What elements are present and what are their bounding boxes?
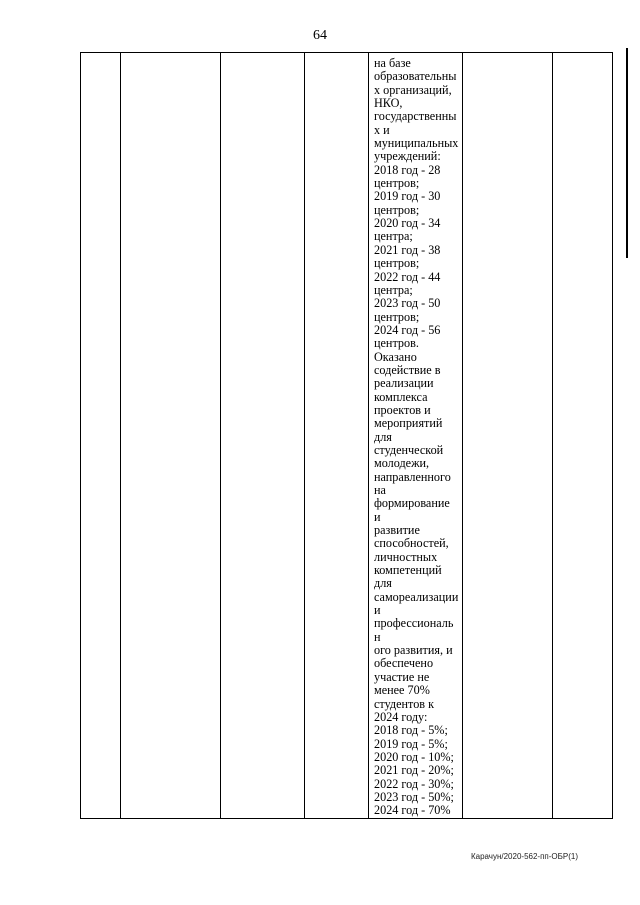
page-number: 64 [313, 28, 327, 43]
table-cell-2 [121, 53, 221, 819]
document-table [80, 52, 613, 819]
table-cell-3 [221, 53, 305, 819]
table-cell-1 [81, 53, 121, 819]
table-cell-4 [305, 53, 369, 819]
table-cell-results [369, 53, 463, 819]
table-cell-6 [463, 53, 553, 819]
document-code: Карачун/2020-562-пп-ОБР(1) [470, 852, 578, 861]
table-row [81, 53, 613, 819]
table-cell-7 [553, 53, 613, 819]
results-text: на базе образовательны х организаций, НКО, государственны х и муниципальных учреждений: 2018 год - 28 центров; 2019 год - 30 центров; 2020 год - 34 центра; 2021 год - 38 центров; 2022 год - 44 центра; 2023 год - 50 центров; 2024 год - 56 центров. Оказано содействие в реализации комплекса проектов и мероприятий для студенческой молодежи, направленного на формирование и развитие способностей, личностных компетенций для самореализации и профессиональн ого развития, и обеспечено участие не менее 70% студентов к 2024 году: 2018 год - 5%; 2019 год - 5%; 2020 год - 10%; 2021 год - 20%; 2022 год - 30%; 2023 год - 50%; 2024 год - 70% [374, 56, 459, 818]
margin-line [626, 48, 628, 258]
